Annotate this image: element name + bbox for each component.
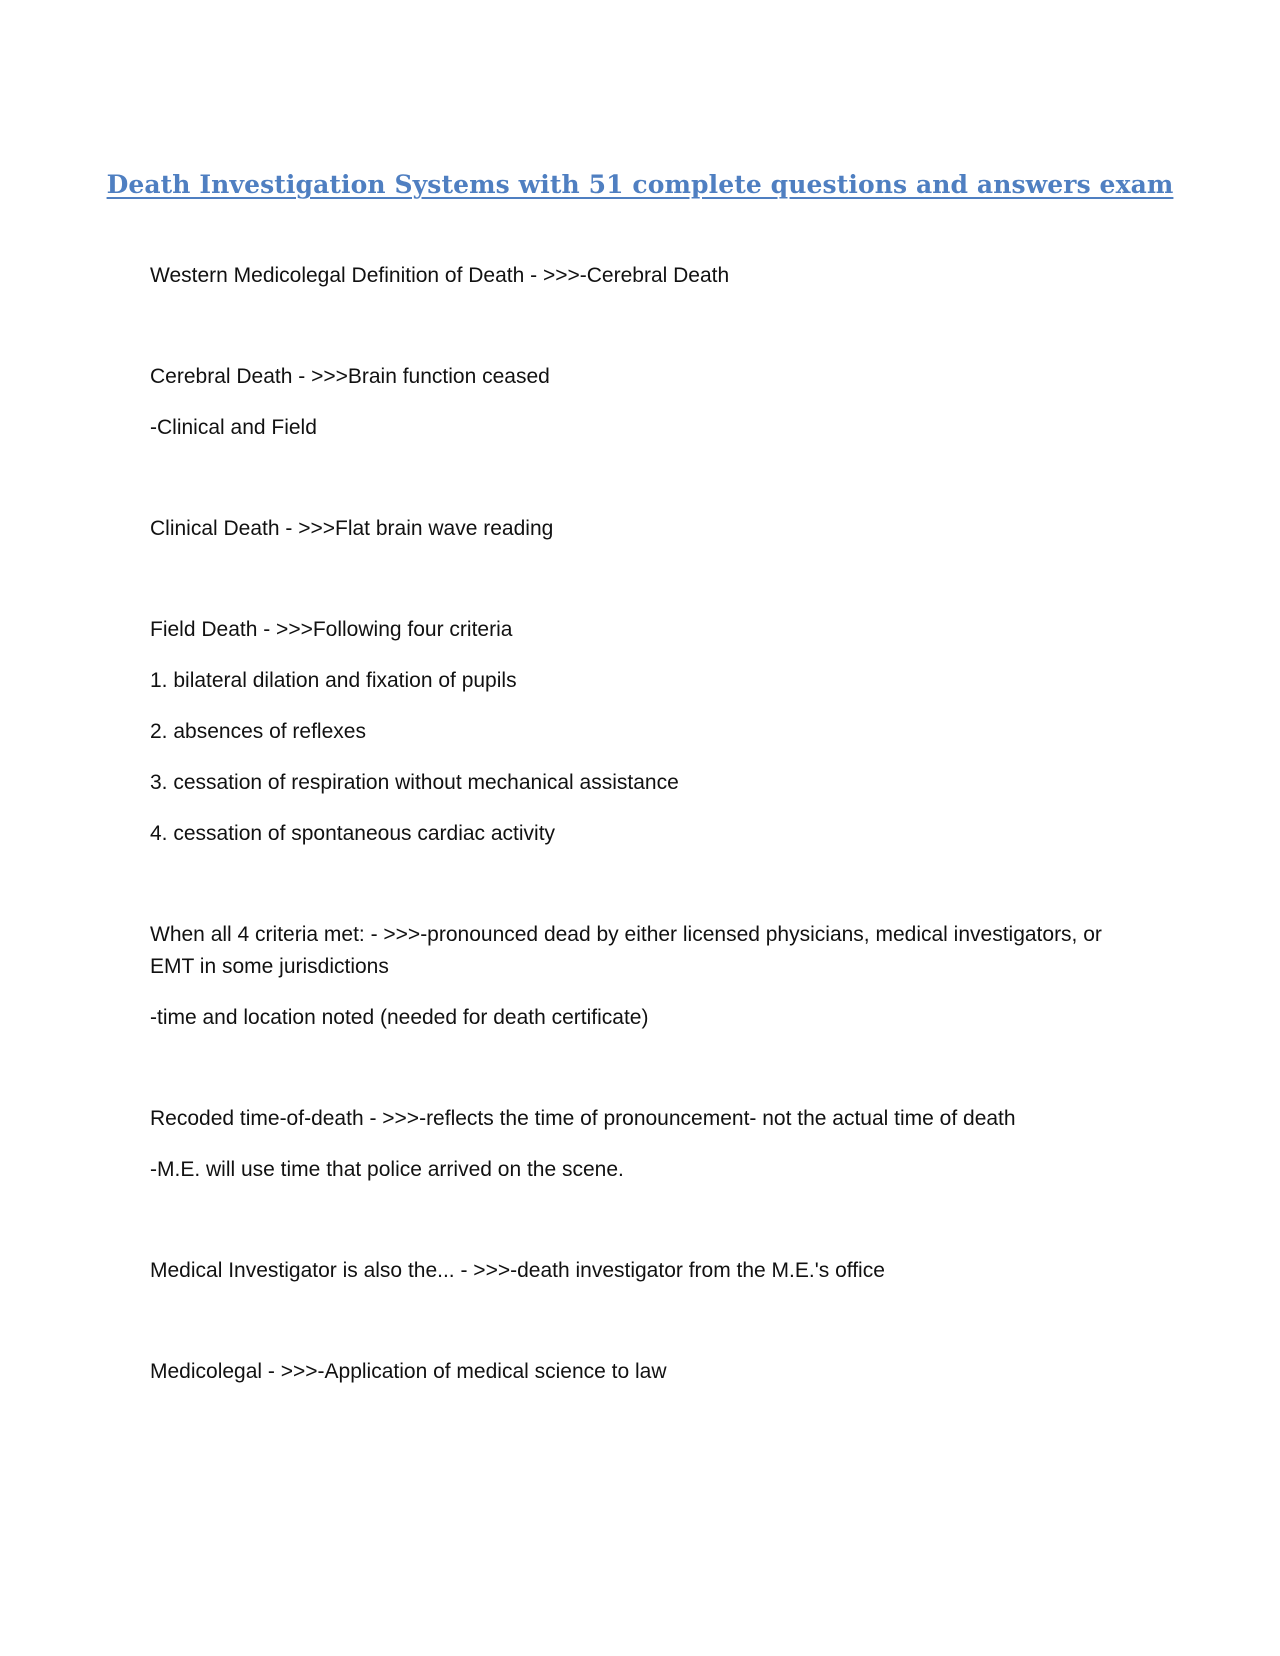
qa-line: When all 4 criteria met: - >>>-pronounced dead by either licensed physicians, medical investigators, or EMT in some jurisdictions [150, 923, 1102, 978]
qa-line: -M.E. will use time that police arrived on the scene. [150, 1158, 624, 1181]
qa-line: 2. absences of reflexes [150, 720, 366, 743]
qa-line: Medicolegal - >>>-Application of medical science to law [150, 1360, 667, 1383]
qa-line: -Clinical and Field [150, 416, 317, 439]
document-body [150, 260, 1120, 1388]
qa-line: Western Medicolegal Definition of Death - >>>-Cerebral Death [150, 264, 730, 287]
qa-line: Medical Investigator is also the... - >>>-death investigator from the M.E.'s office [150, 1259, 885, 1282]
qa-line: 1. bilateral dilation and fixation of pupils [150, 669, 517, 692]
qa-line: Clinical Death - >>>Flat brain wave reading [150, 517, 554, 540]
qa-line: Recoded time-of-death - >>>-reflects the time of pronouncement- not the actual time of death [150, 1107, 1016, 1130]
qa-line: -time and location noted (needed for death certificate) [150, 1006, 649, 1029]
qa-line: 3. cessation of respiration without mechanical assistance [150, 771, 679, 794]
qa-line: Cerebral Death - >>>Brain function ceased [150, 365, 550, 388]
qa-line: Field Death - >>>Following four criteria [150, 618, 513, 641]
document-title: Death Investigation Systems with 51 complete questions and answers exam [106, 170, 1174, 199]
qa-line: 4. cessation of spontaneous cardiac activity [150, 822, 556, 845]
